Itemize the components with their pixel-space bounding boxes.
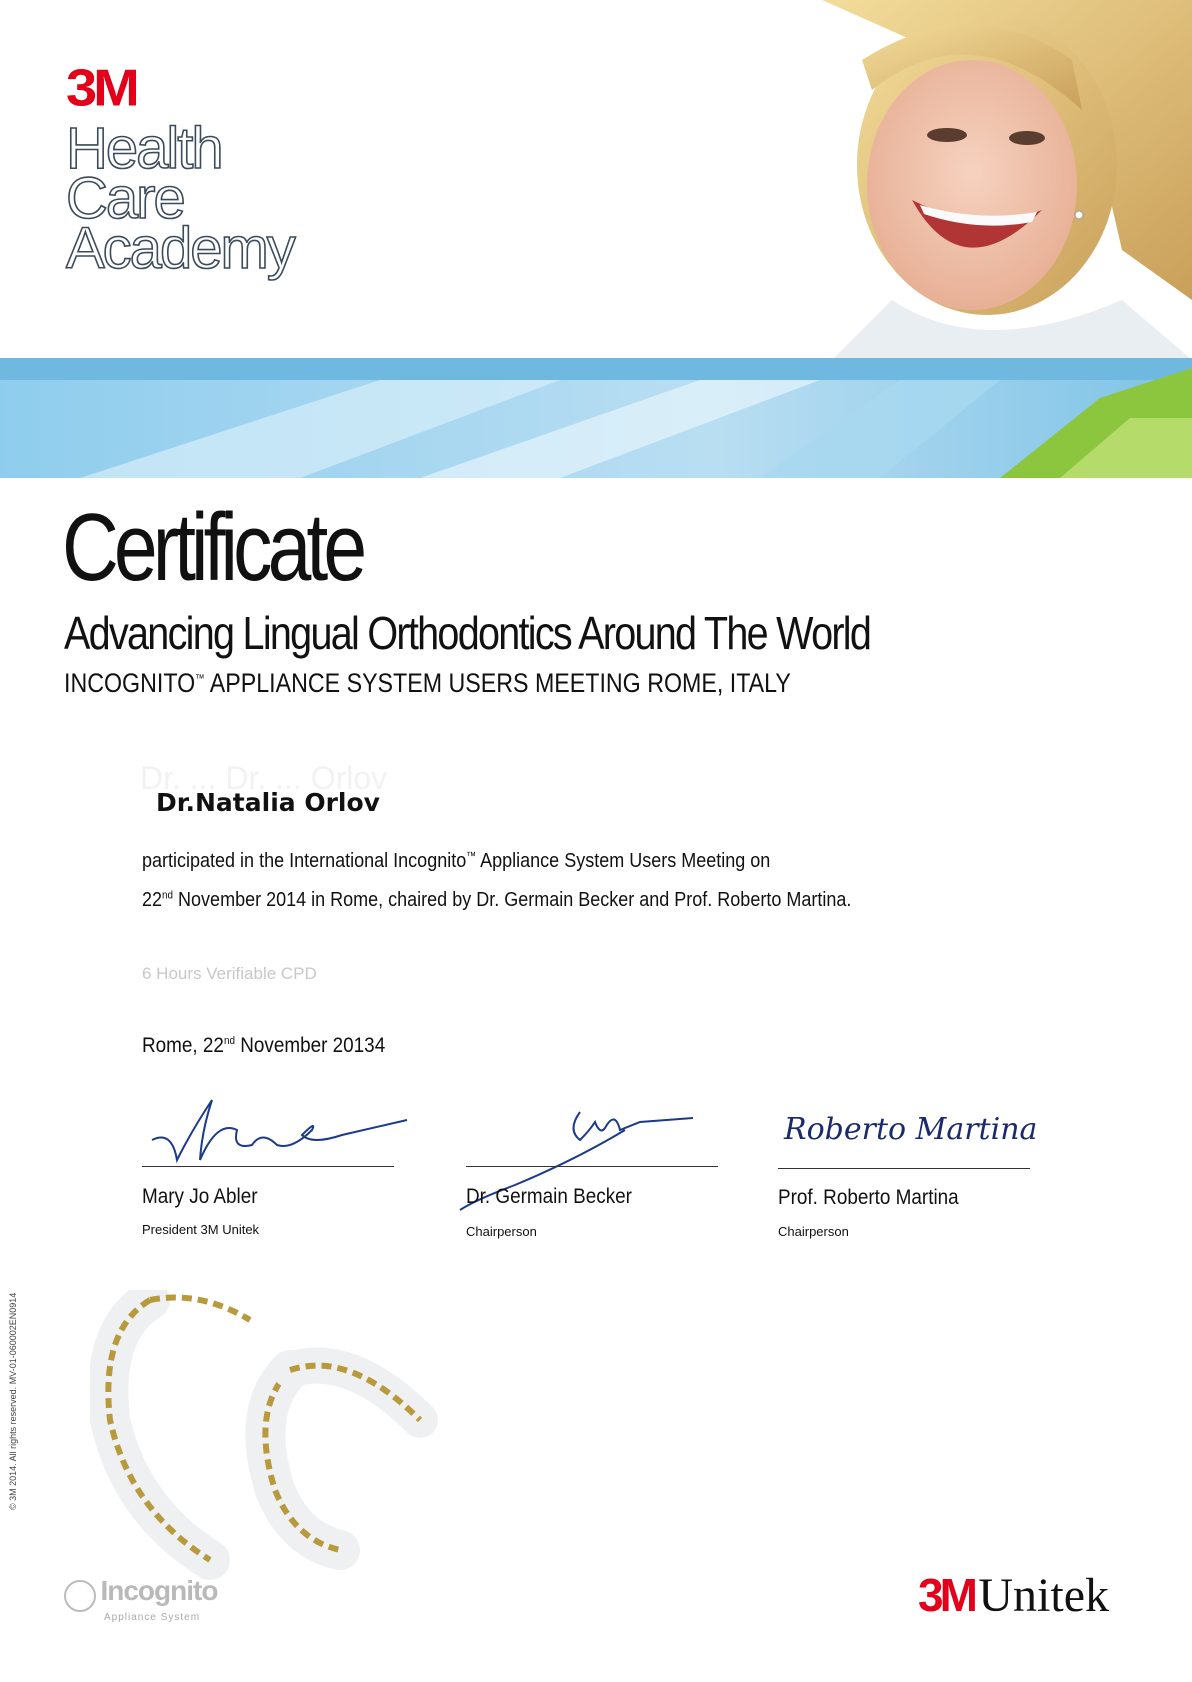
text-part: participated in the International Incognito: [142, 850, 467, 872]
signature-line: [778, 1168, 1030, 1169]
incognito-wordmark: Incognito: [100, 1575, 218, 1606]
decorative-band: [0, 358, 1192, 478]
event-line: [64, 668, 791, 699]
lingual-braces-image: [90, 1290, 510, 1580]
handwritten-signature: Roberto Martina: [784, 1112, 1038, 1147]
recipient-name: Dr.Natalia Orlov: [156, 788, 380, 817]
academy-line: Care: [66, 166, 184, 231]
signer-name: Mary Jo Abler: [142, 1185, 258, 1208]
trademark: ™: [466, 850, 477, 863]
certificate-title: Certificate: [62, 494, 363, 601]
3m-logo: 3M: [66, 58, 136, 117]
incognito-subtext: Appliance System: [104, 1611, 201, 1623]
academy-title: [66, 116, 294, 281]
event-line-part: APPLIANCE SYSTEM USERS MEETING ROME, ITALY: [204, 668, 791, 698]
signature-line: [142, 1166, 394, 1167]
signature-line: [466, 1166, 718, 1167]
copyright-vertical: © 3M 2014. All rights reserved. MV-01-060002EN0914: [8, 1292, 18, 1510]
signature-abler: [142, 1090, 402, 1170]
text-part: Rome, 22: [142, 1034, 224, 1057]
signer-role: President 3M Unitek: [142, 1222, 260, 1237]
signer-name: Prof. Roberto Martina: [778, 1186, 959, 1209]
text-part: 22: [142, 889, 163, 911]
recipient-ghost-text: Dr. ... Dr. ... Orlov: [140, 760, 388, 796]
academy-line: Academy: [66, 216, 294, 281]
unitek-wordmark: Unitek: [978, 1569, 1109, 1622]
cpd-hours: 6 Hours Verifiable CPD: [142, 964, 317, 983]
signature-scribble-icon: [142, 1090, 412, 1170]
text-part: November 20134: [234, 1034, 386, 1057]
signer-name: Dr. Germain Becker: [466, 1185, 632, 1208]
certificate-subtitle: Advancing Lingual Orthodontics Around The World: [64, 607, 871, 659]
signer-role: Chairperson: [466, 1224, 537, 1239]
smiling-woman-photo: [792, 0, 1192, 360]
3m-unitek-logo: [918, 1568, 1109, 1623]
incognito-logo: [64, 1575, 217, 1623]
incognito-emblem-icon: [64, 1580, 96, 1612]
participation-line-1: [142, 850, 770, 873]
text-part: November 2014 in Rome, chaired by Dr. Germain Becker and Prof. Roberto Martina.: [173, 889, 852, 911]
text-part: Appliance System Users Meeting on: [476, 850, 771, 872]
academy-line: Health: [66, 116, 222, 181]
trademark: ™: [195, 673, 205, 685]
participation-line-2: [142, 889, 851, 912]
signer-role: Chairperson: [778, 1224, 849, 1239]
ordinal-suffix: nd: [223, 1035, 235, 1047]
3m-mark: 3M: [918, 1569, 974, 1621]
event-line-part: INCOGNITO: [64, 668, 196, 698]
issue-date: [142, 1034, 385, 1058]
ordinal-suffix: nd: [162, 889, 174, 902]
